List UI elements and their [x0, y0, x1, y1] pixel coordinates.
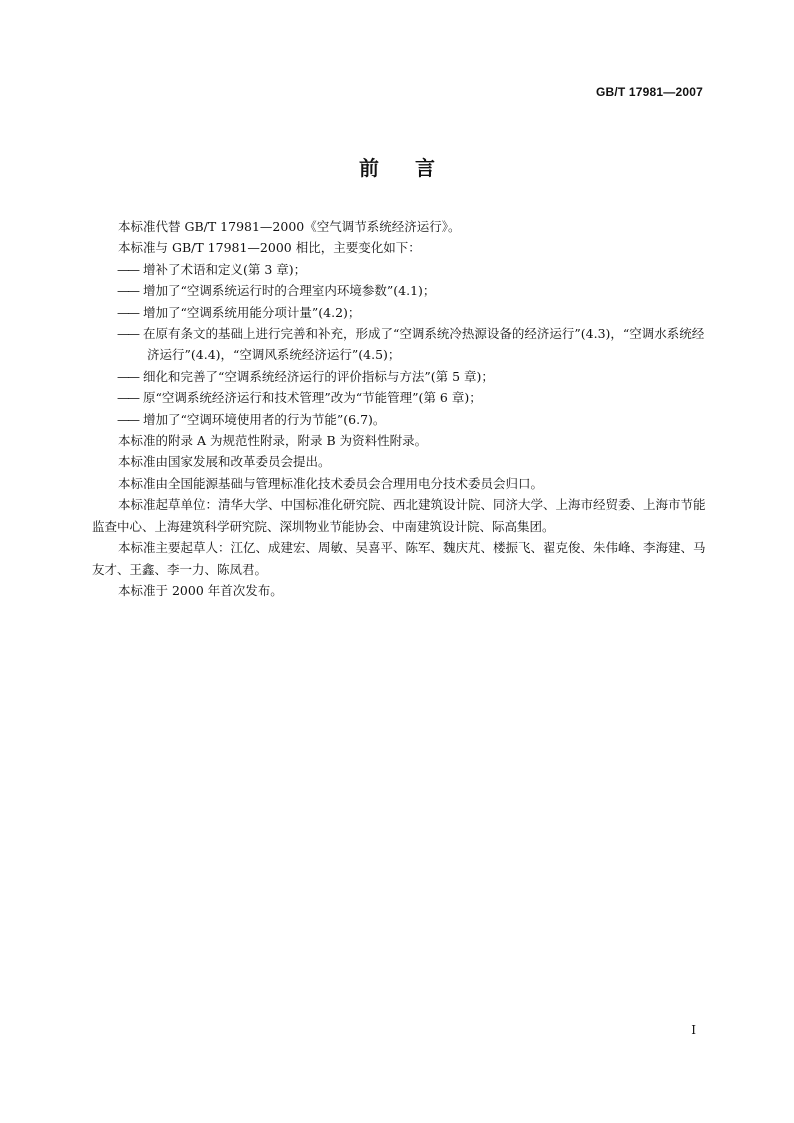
list-item-text: 在原有条文的基础上进行完善和补充，形成了“空调系统冷热源设备的经济运行”(4.3)，“空调水系统经济运行”(4.4)，“空调风系统经济运行”(4.5)；	[143, 326, 705, 363]
appendix-statement: 本标准的附录 A 为规范性附录，附录 B 为资料性附录。	[118, 433, 428, 449]
dash-marker: ——	[117, 283, 138, 299]
jurisdiction-statement: 本标准由全国能源基础与管理标准化技术委员会合理用电分技术委员会归口。	[118, 475, 544, 491]
changes-intro: 本标准与 GB/T 17981—2000 相比，主要变化如下：	[118, 240, 421, 256]
dash-marker: ——	[117, 261, 138, 277]
dash-marker: ——	[117, 304, 138, 320]
list-item-text: 原“空调系统经济运行和技术管理”改为“节能管理”(第 6 章)；	[143, 390, 482, 406]
first-release-statement: 本标准于 2000 年首次发布。	[118, 582, 283, 598]
dash-marker: ——	[117, 368, 138, 384]
dash-marker: ——	[117, 326, 138, 342]
list-item	[92, 259, 706, 280]
list-item-text: 增加了“空调系统运行时的合理室内环境参数”(4.1)；	[143, 283, 436, 299]
page-title: 前言	[359, 156, 471, 180]
foreword-body	[92, 216, 706, 601]
dash-marker: ——	[117, 390, 138, 406]
main-drafters: 本标准主要起草人：江亿、成建宏、周敏、吴喜平、陈军、魏庆芃、楼振飞、翟克俊、朱伟峰、李海建、马友才、王鑫、李一力、陈凤君。	[92, 540, 706, 577]
drafting-units: 本标准起草单位：清华大学、中国标准化研究院、西北建筑设计院、同济大学、上海市经贸委、上海市节能监查中心、上海建筑科学研究院、深圳物业节能协会、中南建筑设计院、际高集团。	[92, 497, 706, 534]
list-item-text: 增加了“空调环境使用者的行为节能”(6.7)。	[143, 411, 386, 427]
list-item	[92, 366, 706, 387]
list-item	[92, 387, 706, 408]
list-item-text: 增加了“空调系统用能分项计量”(4.2)；	[143, 304, 361, 320]
list-item	[92, 280, 706, 301]
standard-number: GB/T 17981—2007	[595, 85, 703, 99]
list-item	[92, 302, 706, 323]
page-number: I	[691, 1023, 696, 1037]
dash-marker: ——	[117, 411, 138, 427]
proposer-statement: 本标准由国家发展和改革委员会提出。	[118, 454, 331, 470]
list-item	[92, 323, 706, 366]
list-item	[92, 409, 706, 430]
list-item-text: 增补了术语和定义(第 3 章)；	[143, 261, 307, 277]
replacement-statement: 本标准代替 GB/T 17981—2000《空气调节系统经济运行》。	[118, 219, 461, 234]
changes-list	[92, 259, 706, 430]
list-item-text: 细化和完善了“空调系统经济运行的评价指标与方法”(第 5 章)；	[143, 368, 494, 384]
